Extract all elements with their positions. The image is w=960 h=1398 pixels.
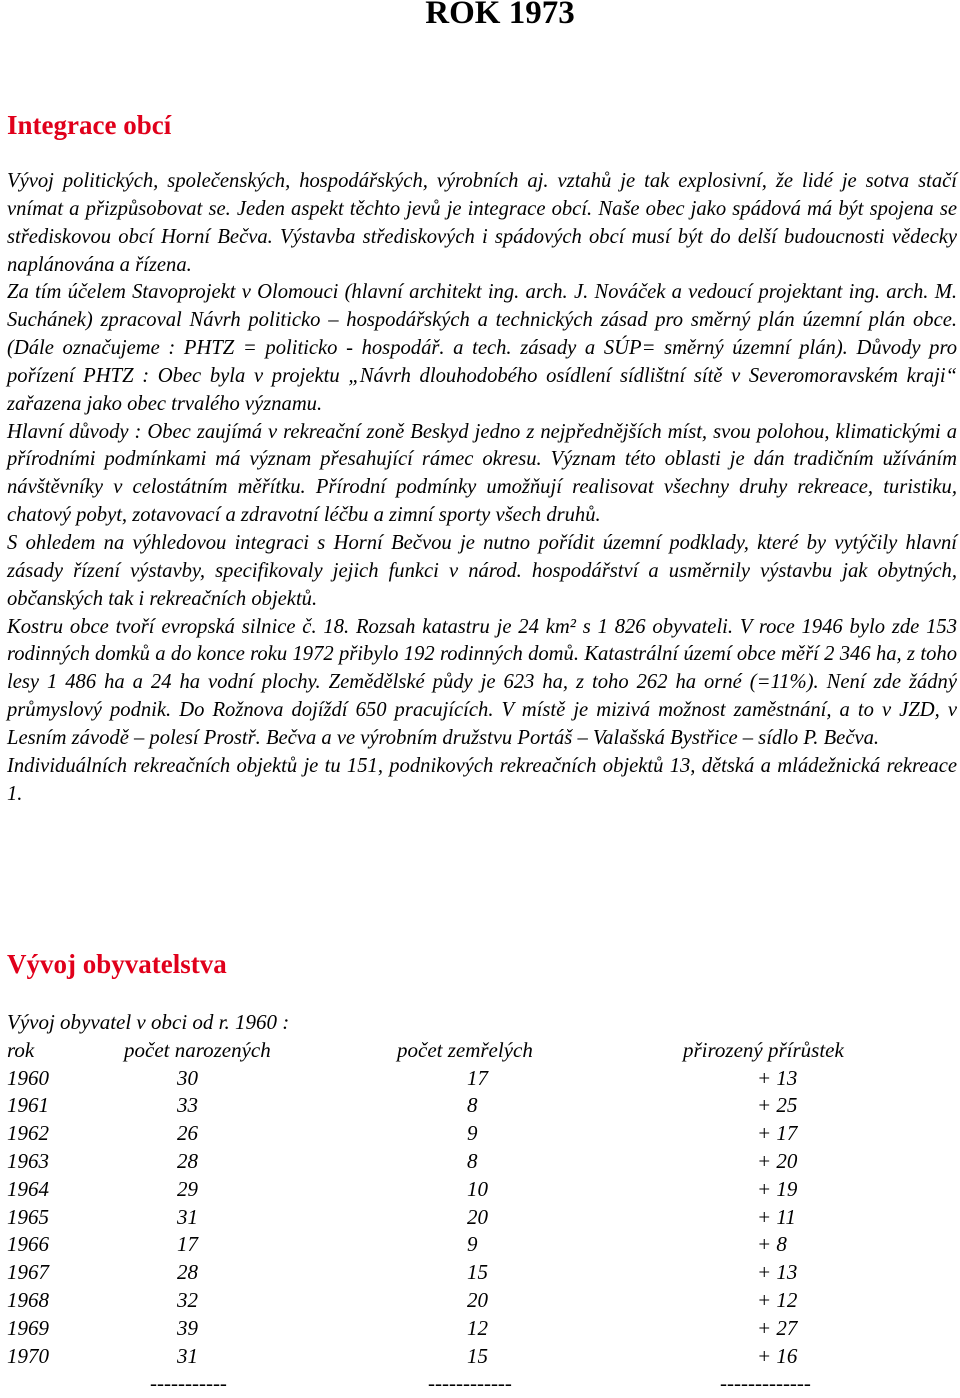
table-row xyxy=(7,1315,957,1343)
table-row xyxy=(7,1259,957,1287)
paragraph: Kostru obce tvoří evropská silnice č. 18. Rozsah katastru je 24 km² s 1 826 obyvateli. V roce 1946 bylo zde 153 rodinných domků a do konce roku 1972 přibylo 192 rodinných domů. Katastrální území obce měří 2 346 ha, z toho lesy 1 486 ha a 24 ha vodní plochy. Zemědělské půdy je 623 ha, z toho 262 ha orné (=11%). Není zde žádný průmyslový podnik. Do Rožnova dojíždí 650 pracujících. V místě je mizivá možnost zaměstnání, a to v JZD, v Lesním závodě – polesí Prostř. Bečva a ve výrobním družstvu Portáš – Valašská Bystřice – sídlo P. Bečva. xyxy=(7,615,957,749)
cell-year: 1965 xyxy=(7,1204,49,1229)
cell-year: 1968 xyxy=(7,1287,49,1312)
cell-increase: + 12 xyxy=(757,1287,798,1312)
table-row xyxy=(7,1148,957,1176)
cell-deaths: 20 xyxy=(467,1287,488,1312)
separator-increase: ------------- xyxy=(720,1371,811,1396)
cell-increase: + 13 xyxy=(757,1260,798,1285)
cell-deaths: 15 xyxy=(467,1260,488,1285)
section-heading-integrace: Integrace obcí xyxy=(7,110,172,140)
paragraph: S ohledem na výhledovou integraci s Horní Bečvou je nutno pořídit územní podklady, které by vytýčily hlavní zásady řízení výstavby, specifikovaly jejich funkci v národ. hospodářství a usměrnily výstavbu jak obytných, občanských tak i rekreačních objektů. xyxy=(7,531,957,610)
cell-increase: + 27 xyxy=(757,1315,798,1340)
cell-births: 28 xyxy=(177,1148,198,1173)
paragraph: Za tím účelem Stavoprojekt v Olomouci (hlavní architekt ing. arch. J. Nováček a vedoucí projektant ing. arch. M. Suchánek) zpracoval Návrh politicko – hospodářských a technických zásad pro směrný plán územní plán obce. (Dále označujeme : PHTZ = politicko - hospodář. a tech. zásady a SÚP= směrný územní plán). Důvody pro pořízení PHTZ : Obec byla v projektu „Návrh dlouhodobého osídlení sídlištní sítě v Severomoravském kraji“ zařazena jako obec trvalého významu. xyxy=(7,281,957,415)
cell-year: 1961 xyxy=(7,1093,49,1118)
cell-increase: + 19 xyxy=(757,1176,798,1201)
table-row xyxy=(7,1204,957,1232)
table-intro: Vývoj obyvatel v obci od r. 1960 : xyxy=(7,1010,290,1034)
column-header-births: počet narozených xyxy=(124,1037,271,1062)
cell-births: 32 xyxy=(177,1287,198,1312)
paragraph: Hlavní důvody : Obec zaujímá v rekreační zoně Beskyd jedno z nejpřednějších míst, svou polohou, klimatickými a přírodními podmínkami má význam přesahující rámec okresu. Význam této oblasti je dán tradičním užíváním návštěvníky v celostátním měřítku. Přírodní podmínky umožňují realisovat všechny druhy rekreace, turistiku, chatový pobyt, zotavovací a zdravotní léčbu a zimní sporty všech druhů. xyxy=(7,420,957,527)
section-body-integrace xyxy=(7,168,957,808)
cell-deaths: 20 xyxy=(467,1204,488,1229)
table-row xyxy=(7,1231,957,1259)
cell-year: 1970 xyxy=(7,1343,49,1368)
cell-births: 31 xyxy=(177,1204,198,1229)
cell-births: 30 xyxy=(177,1065,198,1090)
table-row xyxy=(7,1120,957,1148)
column-header-year: rok xyxy=(7,1037,35,1062)
cell-births: 29 xyxy=(177,1176,198,1201)
separator-births: ----------- xyxy=(150,1371,227,1396)
column-header-increase: přirozený přírůstek xyxy=(683,1037,844,1062)
cell-deaths: 9 xyxy=(467,1121,478,1146)
cell-deaths: 17 xyxy=(467,1065,488,1090)
cell-deaths: 8 xyxy=(467,1148,478,1173)
cell-births: 26 xyxy=(177,1121,198,1146)
cell-deaths: 12 xyxy=(467,1315,488,1340)
cell-births: 33 xyxy=(177,1093,198,1118)
cell-increase: + 20 xyxy=(757,1148,798,1173)
cell-increase: + 11 xyxy=(757,1204,796,1229)
cell-year: 1964 xyxy=(7,1176,49,1201)
cell-deaths: 10 xyxy=(467,1176,488,1201)
cell-increase: + 25 xyxy=(757,1093,798,1118)
population-table xyxy=(7,1009,957,1398)
table-row xyxy=(7,1092,957,1120)
cell-deaths: 9 xyxy=(467,1232,478,1257)
section-heading-obyvatelstvo: Vývoj obyvatelstva xyxy=(7,949,227,979)
cell-increase: + 16 xyxy=(757,1343,798,1368)
cell-year: 1960 xyxy=(7,1065,49,1090)
cell-births: 31 xyxy=(177,1343,198,1368)
cell-year: 1969 xyxy=(7,1315,49,1340)
paragraph: Individuálních rekreačních objektů je tu 151, podnikových rekreačních objektů 13, dětská a mládežnická rekreace 1. xyxy=(7,754,957,805)
cell-increase: + 17 xyxy=(757,1121,798,1146)
table-separator-row xyxy=(7,1370,957,1398)
table-row xyxy=(7,1287,957,1315)
column-header-deaths: počet zemřelých xyxy=(397,1037,533,1062)
table-row xyxy=(7,1343,957,1371)
cell-year: 1967 xyxy=(7,1260,49,1285)
separator-deaths: ------------ xyxy=(428,1371,512,1396)
table-row xyxy=(7,1065,957,1093)
table-row xyxy=(7,1176,957,1204)
cell-births: 39 xyxy=(177,1315,198,1340)
cell-year: 1963 xyxy=(7,1148,49,1173)
page-title: ROK 1973 xyxy=(425,0,575,31)
cell-increase: + 13 xyxy=(757,1065,798,1090)
cell-births: 17 xyxy=(177,1232,198,1257)
cell-year: 1966 xyxy=(7,1232,49,1257)
cell-increase: + 8 xyxy=(757,1232,787,1257)
table-header-row xyxy=(7,1037,957,1065)
cell-deaths: 8 xyxy=(467,1093,478,1118)
cell-births: 28 xyxy=(177,1260,198,1285)
cell-year: 1962 xyxy=(7,1121,49,1146)
cell-deaths: 15 xyxy=(467,1343,488,1368)
paragraph: Vývoj politických, společenských, hospodářských, výrobních aj. vztahů je tak explosivní, že lidé je sotva stačí vnímat a přizpůsobovat se. Jeden aspekt těchto jevů je integrace obcí. Naše obec jako spádová má být spojena se střediskovou obcí Horní Bečva. Výstavba střediskových i spádových obcí musí být do delší budoucnosti vědecky naplánována a řízena. xyxy=(7,170,957,276)
